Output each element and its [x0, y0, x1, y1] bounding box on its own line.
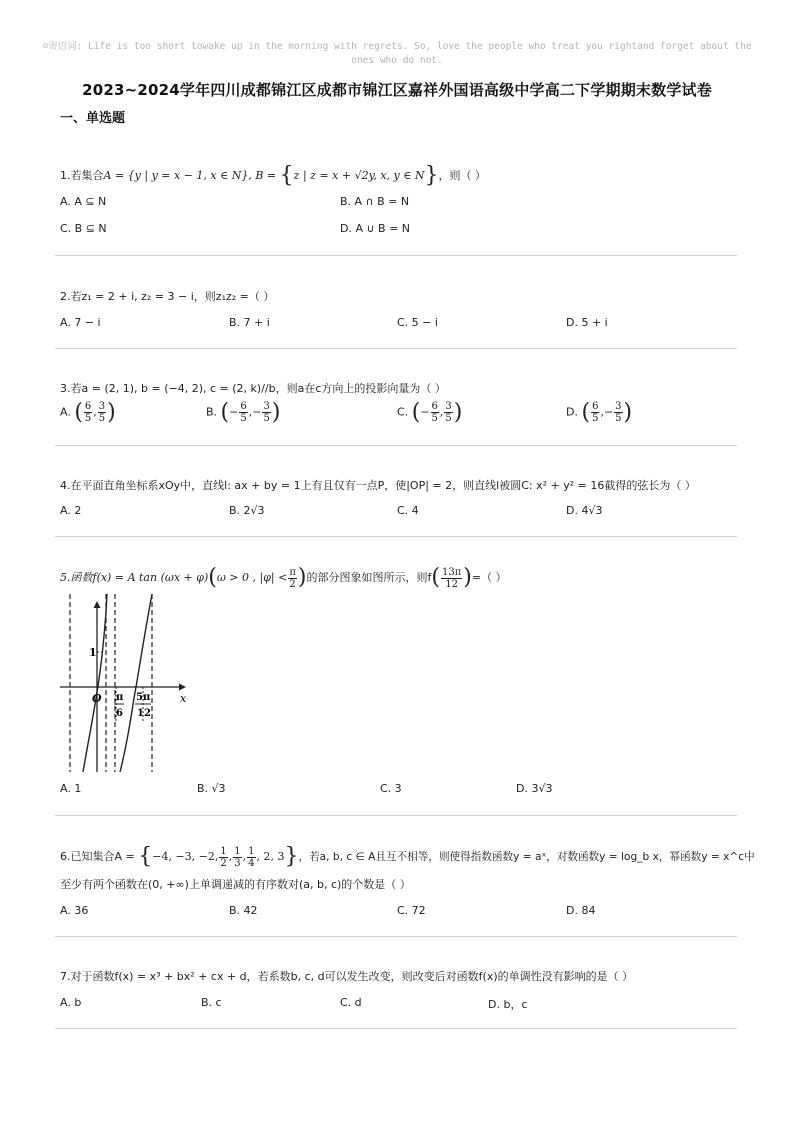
frac-denominator: 5 [615, 413, 622, 424]
option-label: C. [397, 405, 409, 419]
frac-denominator: 5 [263, 413, 270, 424]
q5-condition: ω > 0 , |φ| < [216, 571, 288, 584]
vector-component-x [84, 401, 92, 424]
vector-component-y [262, 401, 270, 424]
q5-paren-close: ) [297, 565, 307, 590]
q5-option-d[interactable]: D. 3√3 [516, 782, 553, 795]
tangent-branch [120, 594, 152, 772]
question-7-stem: 7.对于函数f(x) = x³ + bx² + cx + d，若系数b, c, d可以发生改变，则改变后对函数f(x)的单调性没有影响的是（ ） [60, 970, 634, 983]
divider [55, 815, 737, 816]
divider [55, 936, 737, 937]
q6-frac-numerator: 1 [220, 845, 227, 857]
frac-numerator: 6 [240, 401, 247, 412]
q4-option-d[interactable]: D. 4√3 [566, 504, 603, 517]
q6-frac-half [219, 846, 227, 869]
q5-argument [441, 567, 462, 590]
option-label: B. [206, 405, 218, 419]
frac-denominator: 5 [445, 413, 452, 424]
tick-5pi-numerator: 5π [136, 692, 151, 703]
q6-frac-denominator: 4 [248, 857, 255, 869]
frac-denominator: 5 [592, 413, 599, 424]
vector-comma: , [600, 405, 604, 419]
tangent-branch [83, 594, 107, 772]
vector-paren-open: ( [74, 400, 83, 425]
q6-frac-quarter [247, 846, 255, 869]
q6-option-d[interactable]: D. 84 [566, 904, 596, 917]
vector-component-x [591, 401, 599, 424]
q4-option-a[interactable]: A. 2 [60, 504, 82, 517]
q5-pi-denominator: 2 [289, 578, 296, 590]
y-tick-label: 1 [89, 646, 97, 659]
frac-denominator: 5 [98, 413, 106, 424]
q6-option-a[interactable]: A. 36 [60, 904, 89, 917]
page-title: 2023~2024学年四川成都锦江区成都市锦江区嘉祥外国语高级中学高二下学期期末数学试卷 [82, 81, 712, 99]
frac-denominator: 5 [84, 413, 92, 424]
q5-option-a[interactable]: A. 1 [60, 782, 82, 795]
q4-option-b[interactable]: B. 2√3 [229, 504, 265, 517]
q5-option-c[interactable]: C. 3 [380, 782, 402, 795]
vector-sign: − [252, 405, 262, 419]
q6-frac-numerator: 1 [234, 845, 241, 857]
q1-set-a: A = {y | y = x − 1, x ∈ N}, B = [103, 169, 280, 182]
q1-stem-a: 1.若集合 [60, 169, 104, 182]
vector-paren-open: ( [581, 400, 591, 425]
vector-component-y [444, 401, 452, 424]
y-axis-arrow [94, 601, 101, 608]
divider [55, 255, 737, 256]
q1-brace-close: } [424, 163, 439, 188]
q6-comma: , [242, 850, 247, 863]
frac-numerator: 3 [445, 401, 452, 412]
frac-numerator: 3 [98, 401, 106, 412]
q6-set-tail: , 2, 3 [256, 850, 285, 863]
q6-brace-close: } [284, 844, 299, 869]
option-label: D. [566, 405, 578, 419]
frac-numerator: 6 [592, 401, 599, 412]
q5-paren-open: ( [208, 565, 217, 590]
vector-paren-close: ) [623, 400, 633, 425]
vector-component-x [239, 401, 247, 424]
frac-numerator: 3 [615, 401, 622, 412]
question-5-stem [60, 566, 507, 590]
frac-denominator: 5 [240, 413, 247, 424]
frac-denominator: 5 [431, 413, 438, 424]
vector-comma: , [93, 405, 97, 419]
section-heading: 一、单选题 [60, 111, 126, 126]
tick-pi-numerator: π [116, 692, 124, 703]
q7-option-d[interactable]: D. b，c [488, 998, 528, 1011]
q2-option-a[interactable]: A. 7 − i [60, 316, 101, 329]
vector-sign: − [420, 405, 430, 419]
q6-option-b[interactable]: B. 42 [229, 904, 258, 917]
vector-paren-open: ( [411, 400, 421, 425]
q1-stem-b: ，则（ ） [438, 169, 486, 182]
q1-option-a[interactable]: A. A ⊆ N [60, 195, 107, 208]
q1-option-c[interactable]: C. B ⊆ N [60, 222, 107, 235]
q6-set-values: −4, −3, −2, [152, 850, 219, 863]
q1-option-d[interactable]: D. A ∪ B = N [340, 222, 411, 235]
q6-option-c[interactable]: C. 72 [397, 904, 426, 917]
q2-option-d[interactable]: D. 5 + i [566, 316, 608, 329]
x-axis-label: x [180, 692, 187, 705]
divider [55, 536, 737, 537]
q5-arg-numerator: 13π [441, 566, 462, 578]
vector-component-x [431, 401, 439, 424]
divider [55, 1028, 737, 1029]
q3-option-b[interactable] [206, 400, 280, 425]
question-6-stem-line2: 至少有两个函数在(0, +∞)上单调递减的有序数对(a, b, c)的个数是（ ） [60, 878, 411, 891]
option-label: A. [60, 405, 71, 419]
vector-component-y [614, 401, 622, 424]
q5-pi-numerator: π [289, 566, 296, 578]
divider [55, 445, 737, 446]
q5-tangent-graph [56, 592, 192, 774]
q5-arg-denominator: 12 [445, 578, 458, 590]
q6-brace-open: { [138, 844, 153, 869]
q3-option-c[interactable] [397, 400, 462, 425]
vector-paren-close: ) [453, 400, 463, 425]
q6-frac-numerator: 1 [248, 845, 255, 857]
q1-set-b: z | z = x + √2y, x, y ∈ N [293, 169, 425, 182]
vector-paren-close: ) [271, 400, 281, 425]
q6-stem-a: 6.已知集合A = [60, 850, 139, 863]
q6-frac-denominator: 3 [234, 857, 241, 869]
q5-option-b[interactable]: B. √3 [197, 782, 226, 795]
origin-label: O [92, 692, 102, 705]
q2-option-c[interactable]: C. 5 − i [397, 316, 438, 329]
tick-5pi-denominator: 12 [137, 708, 151, 719]
q6-stem-b: ，若a, b, c ∈ A且互不相等，则使得指数函数y = aˣ，对数函数y = log_b x，幂函数y = x^c中 [298, 851, 755, 863]
q6-frac-third [233, 846, 241, 869]
question-2-stem: 2.若z₁ = 2 + i, z₂ = 3 − i，则z₁z₂ =（ ） [60, 290, 275, 303]
motto-banner: ☺寄语词: Life is too short towake up in the morning with regrets. So, love the people who treat you rightand forget about the ones who do not. [42, 41, 752, 66]
q5-arg-open: ( [431, 565, 440, 590]
q7-option-b[interactable]: B. c [201, 996, 222, 1009]
x-axis-arrow [179, 684, 186, 691]
q7-option-a[interactable]: A. b [60, 996, 82, 1009]
q4-option-c[interactable]: C. 4 [397, 504, 419, 517]
q5-arg-close: ) [463, 565, 472, 590]
q5-stem-b: 的部分图象如图所示，则f [306, 571, 432, 584]
frac-numerator: 6 [431, 401, 438, 412]
q7-option-c[interactable]: C. d [340, 996, 362, 1009]
question-1-stem [60, 163, 486, 188]
vector-paren-open: ( [220, 400, 230, 425]
frac-numerator: 6 [84, 401, 92, 412]
q3-option-a[interactable] [60, 400, 116, 425]
vector-paren-close: ) [107, 400, 116, 425]
q6-comma: , [228, 850, 233, 863]
tick-pi-denominator: 6 [116, 708, 123, 719]
q3-option-d[interactable] [566, 400, 632, 425]
vector-comma: , [439, 405, 444, 419]
vector-sign: − [229, 405, 239, 419]
q6-frac-denominator: 2 [220, 857, 227, 869]
frac-numerator: 3 [263, 401, 270, 412]
q5-stem-a: 5.函数f(x) = A tan (ωx + φ) [60, 571, 209, 584]
vector-sign: − [603, 405, 614, 419]
q2-option-b[interactable]: B. 7 + i [229, 316, 270, 329]
q1-brace-open: { [279, 163, 294, 188]
vector-component-y [98, 401, 106, 424]
vector-comma: , [248, 405, 253, 419]
divider [55, 348, 737, 349]
q5-stem-c: =（ ） [471, 571, 507, 584]
q5-pi-half [288, 567, 297, 590]
q1-option-b[interactable]: B. A ∩ B = N [340, 195, 410, 208]
question-3-stem: 3.若a = (2, 1), b = (−4, 2), c = (2, k)//b，则a在c方向上的投影向量为（ ） [60, 382, 446, 395]
question-4-stem: 4.在平面直角坐标系xOy中，直线l: ax + by = 1上有且仅有一点P，使|OP| = 2，则直线l被圆C: x² + y² = 16截得的弦长为（ ） [60, 479, 696, 492]
question-6-stem-line1 [60, 845, 755, 869]
